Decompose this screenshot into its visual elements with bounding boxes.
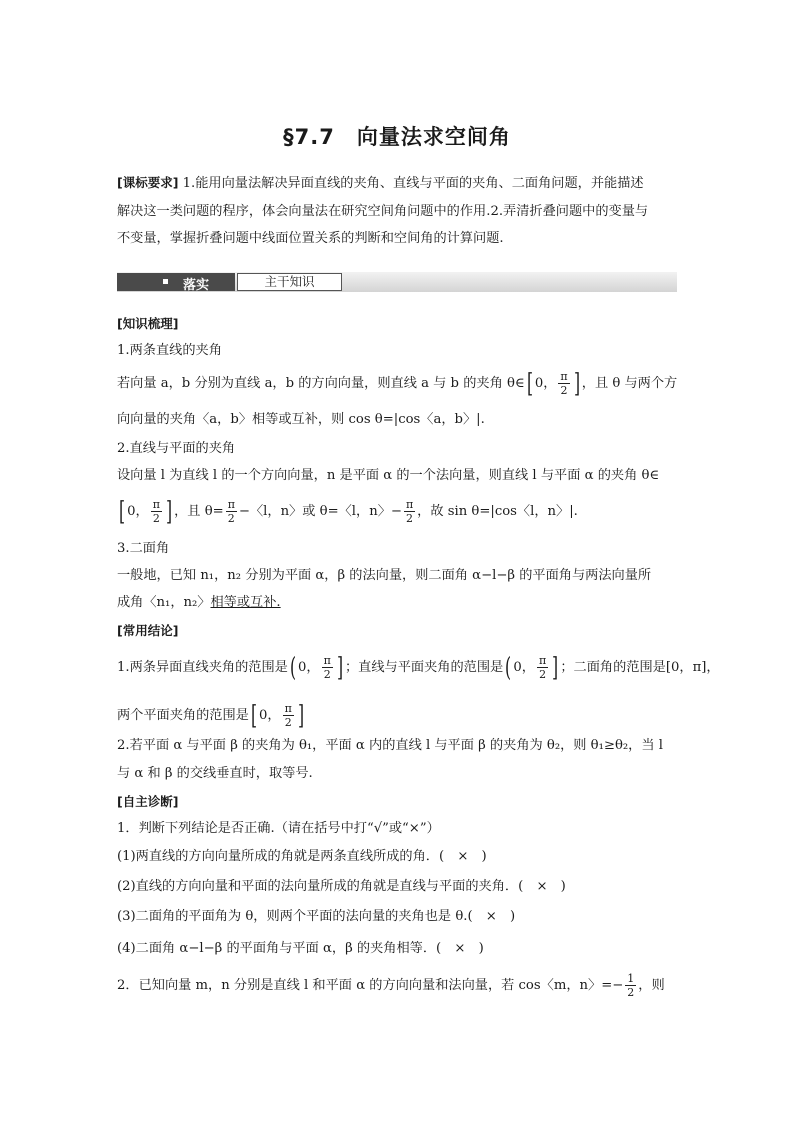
section-dark-label: 落实 xyxy=(117,273,235,291)
knowledge-heading-1: 1.两条直线的夹角 xyxy=(117,343,222,358)
fraction: $\frac{\pi}{2}$ xyxy=(152,498,160,525)
knowledge-tag: [知识梳理] xyxy=(117,316,179,331)
conclusions-tag: [常用结论] xyxy=(117,623,179,638)
conclusions-item-2a: 2.若平面 α 与平面 β 的夹角为 θ₁，平面 α 内的直线 l 与平面 β 的夹角为 θ₂，则 θ₁≥θ₂，当 l xyxy=(117,738,663,753)
knowledge-para-1c: 向向量的夹角〈a，b〉相等或互补，则 cos θ=|cos〈a，b〉|. xyxy=(117,412,485,427)
fraction: $\frac{\pi}{2}$ xyxy=(284,702,292,729)
diagnosis-item-1: (1)两直线的方向向量所成的角就是两条直线所成的角．( × ) xyxy=(117,849,487,864)
diagnosis-item-2: (2)直线的方向向量和平面的法向量所成的角就是直线与平面的夹角．( × ) xyxy=(117,879,566,894)
knowledge-para-2a: 设向量 l 为直线 l 的一个方向向量，n 是平面 α 的一个法向量，则直线 l 与平面 α 的夹角 θ∈ xyxy=(117,468,660,483)
diagnosis-item-4: (4)二面角 α−l−β 的平面角与平面 α，β 的夹角相等．( × ) xyxy=(117,941,484,956)
section-header-bar xyxy=(117,272,677,292)
conclusions-item-1b: 两个平面夹角的范围是[ 0， $\frac{\pi}{2}$ ] xyxy=(117,700,304,731)
knowledge-heading-3: 3.二面角 xyxy=(117,541,170,556)
knowledge-para-3a: 一般地，已知 n₁，n₂ 分别为平面 α，β 的法向量，则二面角 α−l−β 的平面角与两法向量所 xyxy=(117,568,652,583)
knowledge-para-1a: 若向量 a，b 分别为直线 a，b 的方向向量，则直线 a 与 b 的夹角 θ∈[ 0， $\frac{\pi}{2}$ ] ，且 θ 与两个方 xyxy=(117,368,678,399)
page-title: §7.7 向量法求空间角 xyxy=(283,125,511,149)
conclusions-item-2b: 与 α 和 β 的交线垂直时，取等号. xyxy=(117,766,313,781)
requirements-tag: [课标要求] xyxy=(117,175,179,190)
fraction: $\frac{\pi}{2}$ xyxy=(323,654,331,681)
requirements-line-2: 解决这一类问题的程序，体会向量法在研究空间角问题中的作用.2.弄清折叠问题中的变量与 xyxy=(117,204,649,219)
diagnosis-item-3: (3)二面角的平面角为 θ，则两个平面的法向量的夹角也是 θ.( × ) xyxy=(117,909,516,924)
fraction: $\frac{1}{2}$ xyxy=(627,972,635,999)
knowledge-para-3b: 成角〈n₁，n₂〉相等或互补. xyxy=(117,595,281,610)
knowledge-para-2b: [ 0， $\frac{\pi}{2}$ ] ，且 θ= $\frac{\pi}{2}$ −〈l，n〉或 θ=〈l，n〉− $\frac{\pi}{2}$ ，故 sin θ=|cos〈l，n〉|. xyxy=(119,496,578,527)
diagnosis-tag: [自主诊断] xyxy=(117,794,179,809)
fraction: $\frac{\pi}{2}$ xyxy=(560,370,568,397)
requirements-line-3: 不变量，掌握折叠问题中线面位置关系的判断和空间角的计算问题. xyxy=(117,231,504,246)
fraction: $\frac{\pi}{2}$ xyxy=(405,498,414,525)
requirements-line-1 xyxy=(117,174,679,193)
fraction: $\frac{\pi}{2}$ xyxy=(227,498,235,525)
diagnosis-question-2: 2．已知向量 m，n 分别是直线 l 和平面 α 的方向向量和法向量，若 cos〈m，n〉=− $\frac{1}{2}$ ，则 xyxy=(117,972,665,999)
section-box-label: 主干知识 xyxy=(237,273,342,291)
conclusions-item-1a: 1.两条异面直线夹角的范围是( 0， $\frac{\pi}{2}$ ] ；直线与平面夹角的范围是( 0， $\frac{\pi}{2}$ ] ；二面角的范围是[0，π]， xyxy=(117,652,720,683)
fraction: $\frac{\pi}{2}$ xyxy=(538,654,547,681)
requirements-text-1: 1.能用向量法解决异面直线的夹角、直线与平面的夹角、二面角问题，并能描述 xyxy=(182,176,644,191)
knowledge-heading-2: 2.直线与平面的夹角 xyxy=(117,441,236,456)
square-bullet-icon xyxy=(163,279,168,284)
diagnosis-question-1: 1．判断下列结论是否正确.（请在括号中打“√”或“×”） xyxy=(117,821,440,836)
